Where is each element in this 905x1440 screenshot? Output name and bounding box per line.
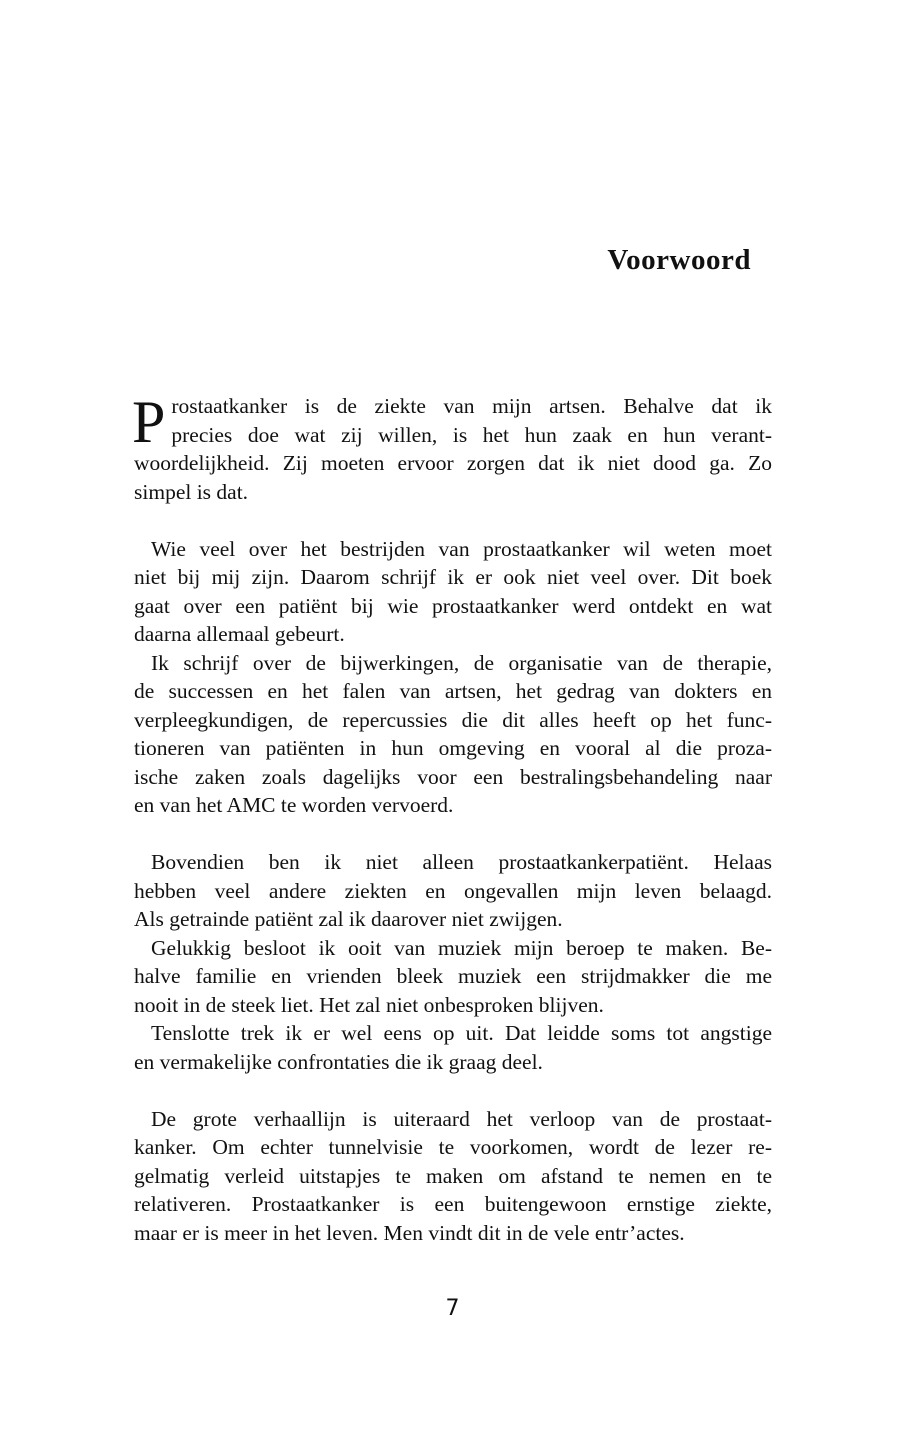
paragraph (134, 535, 772, 649)
paragraph (134, 1019, 772, 1076)
text-line: verpleegkundigen, de repercussies die dit alles heeft op het func- (134, 707, 772, 732)
text-line: nooit in de steek liet. Het zal niet onbesproken blijven. (134, 992, 604, 1017)
text-line: en van het AMC te worden vervoerd. (134, 793, 454, 817)
text-line: halve familie en vrienden bleek muziek een strijdmakker die me (134, 964, 772, 988)
text-line: Ik schrijf over de bijwerkingen, de organisatie van de therapie, (151, 650, 772, 675)
text-line: precies doe wat zij willen, is het hun zaak en hun verant- (171, 422, 772, 447)
paragraph-gap (134, 506, 772, 535)
text-line: de successen en het falen van artsen, het gedrag van dokters en (134, 679, 772, 703)
page-number: 7 (445, 1296, 460, 1321)
paragraph (134, 848, 772, 934)
text-line: Wie veel over het bestrijden van prostaatkanker wil weten moet (151, 536, 772, 561)
text-line: woordelijkheid. Zij moeten ervoor zorgen dat ik niet dood ga. Zo (134, 451, 772, 475)
text-line: daarna allemaal gebeurt. (134, 622, 345, 646)
paragraph (134, 649, 772, 820)
paragraph (134, 934, 772, 1020)
text-line: ische zaken zoals dagelijks voor een bestralingsbehandeling naar (134, 764, 772, 789)
body-text (132, 389, 772, 1247)
text-line: kanker. Om echter tunnelvisie te voorkomen, wordt de lezer re- (134, 1135, 772, 1159)
text-line: De grote verhaallijn is uiteraard het verloop van de prostaat- (151, 1106, 772, 1131)
paragraph-gap (134, 820, 772, 849)
text-line: en vermakelijke confrontaties die ik graag deel. (134, 1049, 543, 1074)
text-line: maar er is meer in het leven. Men vindt dit in de vele entr’actes. (134, 1220, 685, 1245)
text-line: niet bij mij zijn. Daarom schrijf ik er ook niet veel over. Dit boek (134, 565, 772, 589)
paragraph-gap (134, 1076, 772, 1105)
opening-paragraph (132, 389, 772, 506)
text-line: simpel is dat. (134, 479, 249, 504)
text-line: gaat over een patiënt bij wie prostaatkanker werd ontdekt en wat (134, 593, 772, 618)
chapter-title: Voorwoord (607, 244, 751, 276)
text-line: Als getrainde patiënt zal ik daarover niet zwijgen. (134, 907, 563, 931)
paragraph (134, 1105, 772, 1248)
text-line: gelmatig verleid uitstapjes te maken om afstand te nemen en te (134, 1163, 772, 1188)
text-line: Bovendien ben ik niet alleen prostaatkankerpatiënt. Helaas (151, 850, 772, 874)
text-line: rostaatkanker is de ziekte van mijn artsen. Behalve dat ik (171, 394, 772, 418)
text-line: relativeren. Prostaatkanker is een buitengewoon ernstige ziekte, (134, 1192, 772, 1216)
text-line: hebben veel andere ziekten en ongevallen mijn leven belaagd. (134, 878, 772, 903)
text-line: Gelukkig besloot ik ooit van muziek mijn beroep te maken. Be- (151, 935, 772, 960)
drop-cap: P (132, 389, 166, 455)
text-line: tioneren van patiënten in hun omgeving en vooral al die proza- (134, 736, 772, 760)
text-line: Tenslotte trek ik er wel eens op uit. Dat leidde soms tot angstige (151, 1021, 772, 1045)
